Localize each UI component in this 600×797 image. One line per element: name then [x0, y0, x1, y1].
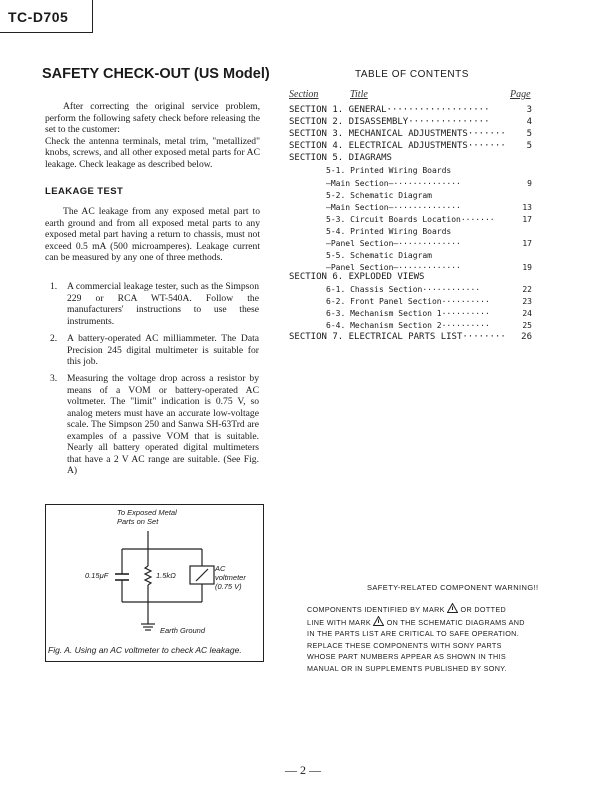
toc-entry-title: —Main Section—: [326, 203, 394, 212]
toc-entry-title: 5-4. Printed Wiring Boards: [326, 227, 452, 236]
toc-entry-title: 6-3. Mechanism Section 1: [326, 309, 442, 318]
toc-entry: [326, 227, 532, 236]
method-number: 3.: [50, 373, 58, 384]
toc-entry: [326, 179, 532, 188]
toc-page-number: 3: [526, 105, 532, 115]
voltmeter-label-1: AC: [215, 564, 226, 573]
toc-page-number: 5: [526, 141, 532, 151]
toc-entry-title: 5-3. Circuit Boards Location: [326, 215, 461, 224]
toc-leader: ·······: [467, 141, 506, 151]
toc-page-number: 13: [522, 203, 532, 212]
toc-entry: [326, 251, 532, 260]
toc-entry-title: SECTION 2. DISASSEMBLY: [289, 117, 409, 127]
toc-entry: [326, 239, 532, 248]
toc-entry-title: 5-2. Schematic Diagram: [326, 191, 432, 200]
toc-title: TABLE OF CONTENTS: [355, 69, 469, 80]
toc-page-number: 17: [522, 215, 532, 224]
toc-entry-title: SECTION 6. EXPLODED VIEWS: [289, 272, 425, 282]
toc-entry-title: SECTION 3. MECHANICAL ADJUSTMENTS: [289, 129, 468, 139]
method-number: 1.: [50, 281, 58, 292]
toc-entry: [289, 129, 532, 139]
toc-entry: [289, 141, 532, 151]
toc-entry: [326, 191, 532, 200]
toc-leader: ········: [462, 332, 506, 342]
intro-paragraph-2: Check the antenna terminals, metal trim, "metallized" knobs, screws, and all other exposed metal parts for AC leakage. Check leakage as described below.: [45, 135, 260, 170]
toc-page-number: 23: [522, 297, 532, 306]
toc-leader: ·············: [398, 263, 461, 272]
toc-entry-title: SECTION 1. GENERAL: [289, 105, 387, 115]
toc-entry-title: SECTION 5. DIAGRAMS: [289, 153, 392, 163]
toc-leader: ·······: [460, 215, 495, 224]
ground-label: Earth Ground: [160, 626, 206, 635]
warning-line2b: ON THE SCHEMATIC DIAGRAMS: [386, 617, 507, 627]
toc-leader: ··········: [441, 297, 490, 306]
toc-leader: ··········: [441, 309, 490, 318]
warning-triangle-icon: [447, 603, 458, 613]
toc-entry: [289, 117, 532, 127]
toc-entry: [289, 332, 532, 342]
toc-entry-title: —Panel Section—: [326, 239, 399, 248]
toc-page-number: 22: [522, 285, 532, 294]
warning-line1a: COMPONENTS IDENTIFIED BY MARK: [307, 605, 445, 614]
voltmeter-label-3: (0.75 V): [215, 582, 242, 591]
toc-entry: [326, 203, 532, 212]
safety-intro: [45, 101, 260, 170]
method-item: Measuring the voltage drop across a resistor by means of a VOM or battery-operated AC voltmeter. The "limit" indication is 0.75 V, so analog meters must have an accurate low-voltage scale. The Simpson 250 and Sanwa SH-63Trd are examples of a passive VOM that is suitable. Nearly all battery operated digital multimeters that have a 2 V AC range are suitable. (See Fig. A): [67, 373, 259, 476]
toc-page-number: 19: [522, 263, 532, 272]
toc-page-number: 17: [522, 239, 532, 248]
toc-col-title: Title: [350, 89, 368, 100]
toc-entry: [289, 272, 532, 282]
page-number: — 2 —: [285, 763, 321, 777]
toc-page-number: 4: [526, 117, 532, 127]
method-item: A battery-operated AC milliammeter. The Data Precision 245 digital multimeter is suitable for this job.: [67, 333, 259, 367]
intro-paragraph-1: After correcting the original service problem, perform the following safety check before releasing the set to the customer:: [45, 101, 260, 135]
toc-entry-title: 5-1. Printed Wiring Boards: [326, 166, 452, 175]
toc-page-number: 5: [526, 129, 532, 139]
toc-page-number: 26: [521, 332, 532, 342]
toc-entry-title: —Panel Section—: [326, 263, 399, 272]
toc-leader: ············: [422, 285, 481, 294]
toc-entry: [289, 105, 532, 115]
toc-entry: [326, 263, 532, 272]
toc-entry: [326, 321, 532, 330]
toc-page-number: 25: [522, 321, 532, 330]
header-rule: [0, 32, 92, 33]
toc-page-number: 9: [527, 179, 532, 188]
safety-title: SAFETY CHECK-OUT (US Model): [42, 66, 270, 82]
toc-leader: ··········: [441, 321, 490, 330]
leakage-paragraph: The AC leakage from any exposed metal part to earth ground and from all exposed metal parts to any exposed metal part having a return to chassis, must not exceed 0.5 mA (500 microamperes). Leakage current can be measured by any one of three methods.: [45, 206, 260, 263]
toc-entry-title: 6-1. Chassis Section: [326, 285, 423, 294]
leakage-heading: LEAKAGE TEST: [45, 186, 124, 197]
warning-text: [307, 603, 527, 674]
toc-leader: ·······: [467, 129, 506, 139]
resistor-label: 1.5kΩ: [156, 571, 176, 580]
toc-leader: ···················: [386, 105, 490, 115]
toc-page-number: 24: [522, 309, 532, 318]
figure-caption: Fig. A. Using an AC voltmeter to check AC leakage.: [48, 645, 242, 655]
header-divider: [92, 0, 93, 33]
toc-entry: [289, 153, 532, 163]
warning-line1b: OR DOTTED: [460, 605, 507, 614]
toc-col-section: Section: [289, 89, 319, 100]
toc-entry: [326, 166, 532, 175]
method-item: A commercial leakage tester, such as the Simpson 229 or RCA WT-540A. Follow the manufacturers' instructions to use these instruments.: [67, 281, 259, 327]
toc-entry-title: SECTION 7. ELECTRICAL PARTS LIST: [289, 332, 463, 342]
voltmeter-label-2: voltmeter: [215, 573, 246, 582]
model-number: TC-D705: [8, 9, 69, 25]
toc-leader: ··············: [393, 203, 461, 212]
toc-entry-title: 5-5. Schematic Diagram: [326, 251, 432, 260]
warning-triangle-icon: [373, 616, 384, 626]
toc-entry: [326, 215, 532, 224]
method-number: 2.: [50, 333, 58, 344]
toc-entry-title: 6-4. Mechanism Section 2: [326, 321, 442, 330]
probe-label-2: Parts on Set: [117, 517, 159, 526]
toc-entry-title: SECTION 4. ELECTRICAL ADJUSTMENTS: [289, 141, 468, 151]
toc-entry: [326, 309, 532, 318]
toc-leader: ··············: [393, 179, 461, 188]
warning-body: AND IN THE PARTS LIST ARE CRITICAL TO SAFE OPERATION. REPLACE THESE COMPONENTS WITH SONY PARTS WHOSE PART NUMBERS APPEAR AS SHOWN IN THIS MANUAL OR IN SUPPLEMENTS PUBLISHED BY SONY.: [307, 617, 525, 673]
voltmeter-needle: [196, 569, 208, 581]
capacitor-symbol: [115, 574, 129, 580]
warning-line2a: LINE WITH MARK: [307, 617, 372, 627]
toc-entry: [326, 285, 532, 294]
probe-label-1: To Exposed Metal: [117, 508, 177, 517]
resistor-symbol: [145, 566, 151, 585]
warning-title: SAFETY-RELATED COMPONENT WARNING!!: [367, 583, 539, 592]
toc-entry: [326, 297, 532, 306]
toc-entry-title: 6-2. Front Panel Section: [326, 297, 442, 306]
toc-leader: ·············: [398, 239, 461, 248]
toc-col-page: Page: [510, 89, 531, 100]
leakage-text: [45, 206, 260, 264]
toc-leader: ···············: [408, 117, 490, 127]
capacitor-label: 0.15μF: [85, 571, 109, 580]
toc-entry-title: —Main Section—: [326, 179, 394, 188]
